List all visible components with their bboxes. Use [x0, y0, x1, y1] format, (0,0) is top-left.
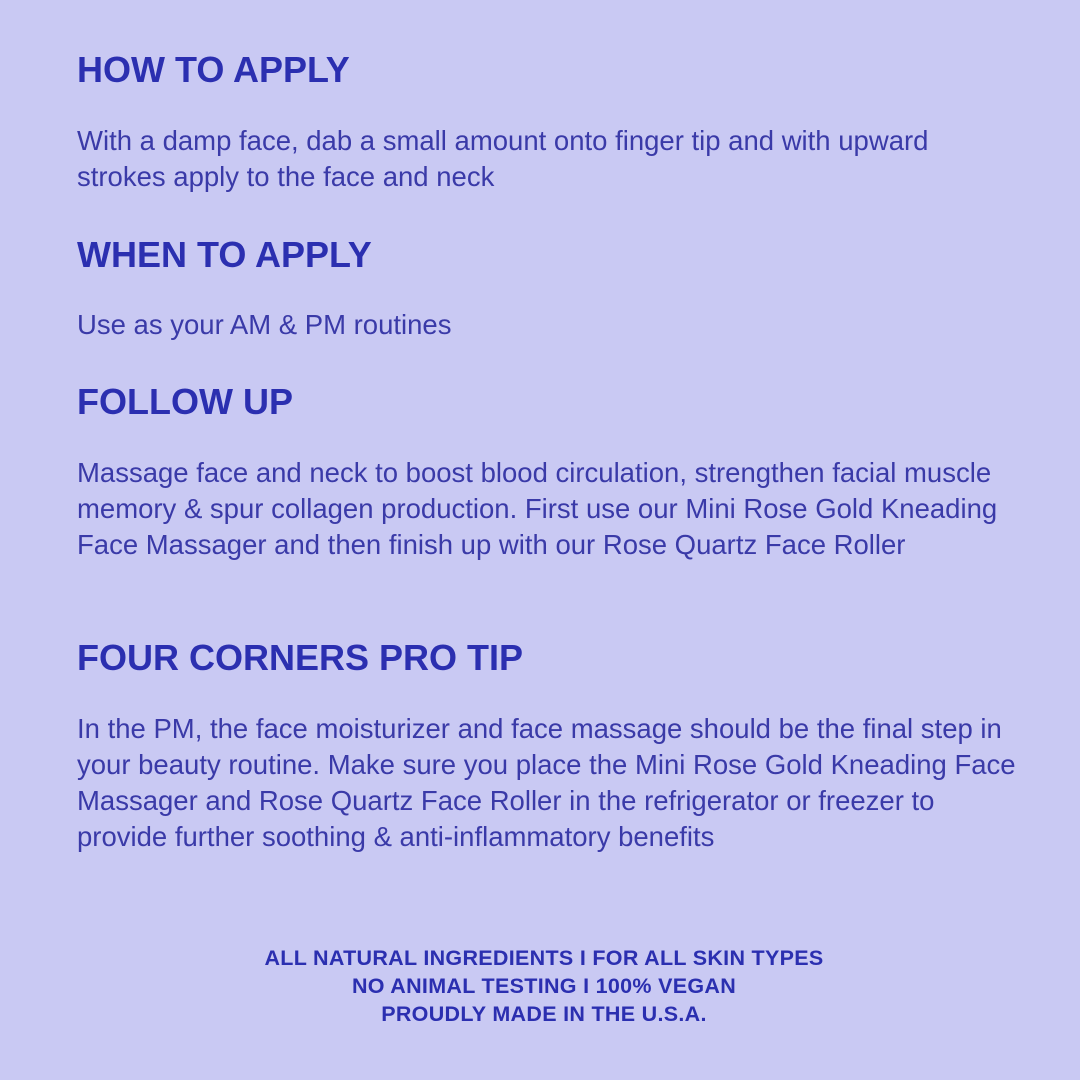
product-claims-footer	[0, 944, 1080, 1028]
section-title-pro-tip: FOUR CORNERS PRO TIP	[77, 637, 524, 678]
section-text-how-to-apply: With a damp face, dab a small amount onto finger tip and with upward strokes apply to the face and neck	[77, 125, 929, 192]
section-title-when-to-apply: WHEN TO APPLY	[77, 234, 372, 275]
footer-line-made-in-usa: PROUDLY MADE IN THE U.S.A.	[381, 1002, 707, 1026]
section-title-how-to-apply: HOW TO APPLY	[77, 49, 350, 90]
footer-line-ingredients: ALL NATURAL INGREDIENTS I FOR ALL SKIN TYPES	[264, 946, 824, 970]
section-text-follow-up: Massage face and neck to boost blood circulation, strengthen facial muscle memory & spur collagen production. First use our Mini Rose Gold Kneading Face Massager and then finish up with our Rose Quartz Face Roller	[77, 457, 998, 560]
footer-line-vegan: NO ANIMAL TESTING I 100% VEGAN	[351, 974, 737, 998]
section-text-when-to-apply: Use as your AM & PM routines	[77, 309, 452, 340]
section-text-pro-tip: In the PM, the face moisturizer and face massage should be the final step in your beauty routine. Make sure you place the Mini Rose Gold Kneading Face Massager and Rose Quartz Face Roller in the refrigerator or freezer to provide further soothing & anti-inflammatory benefits	[77, 713, 1016, 852]
section-title-follow-up: FOLLOW UP	[77, 381, 293, 422]
